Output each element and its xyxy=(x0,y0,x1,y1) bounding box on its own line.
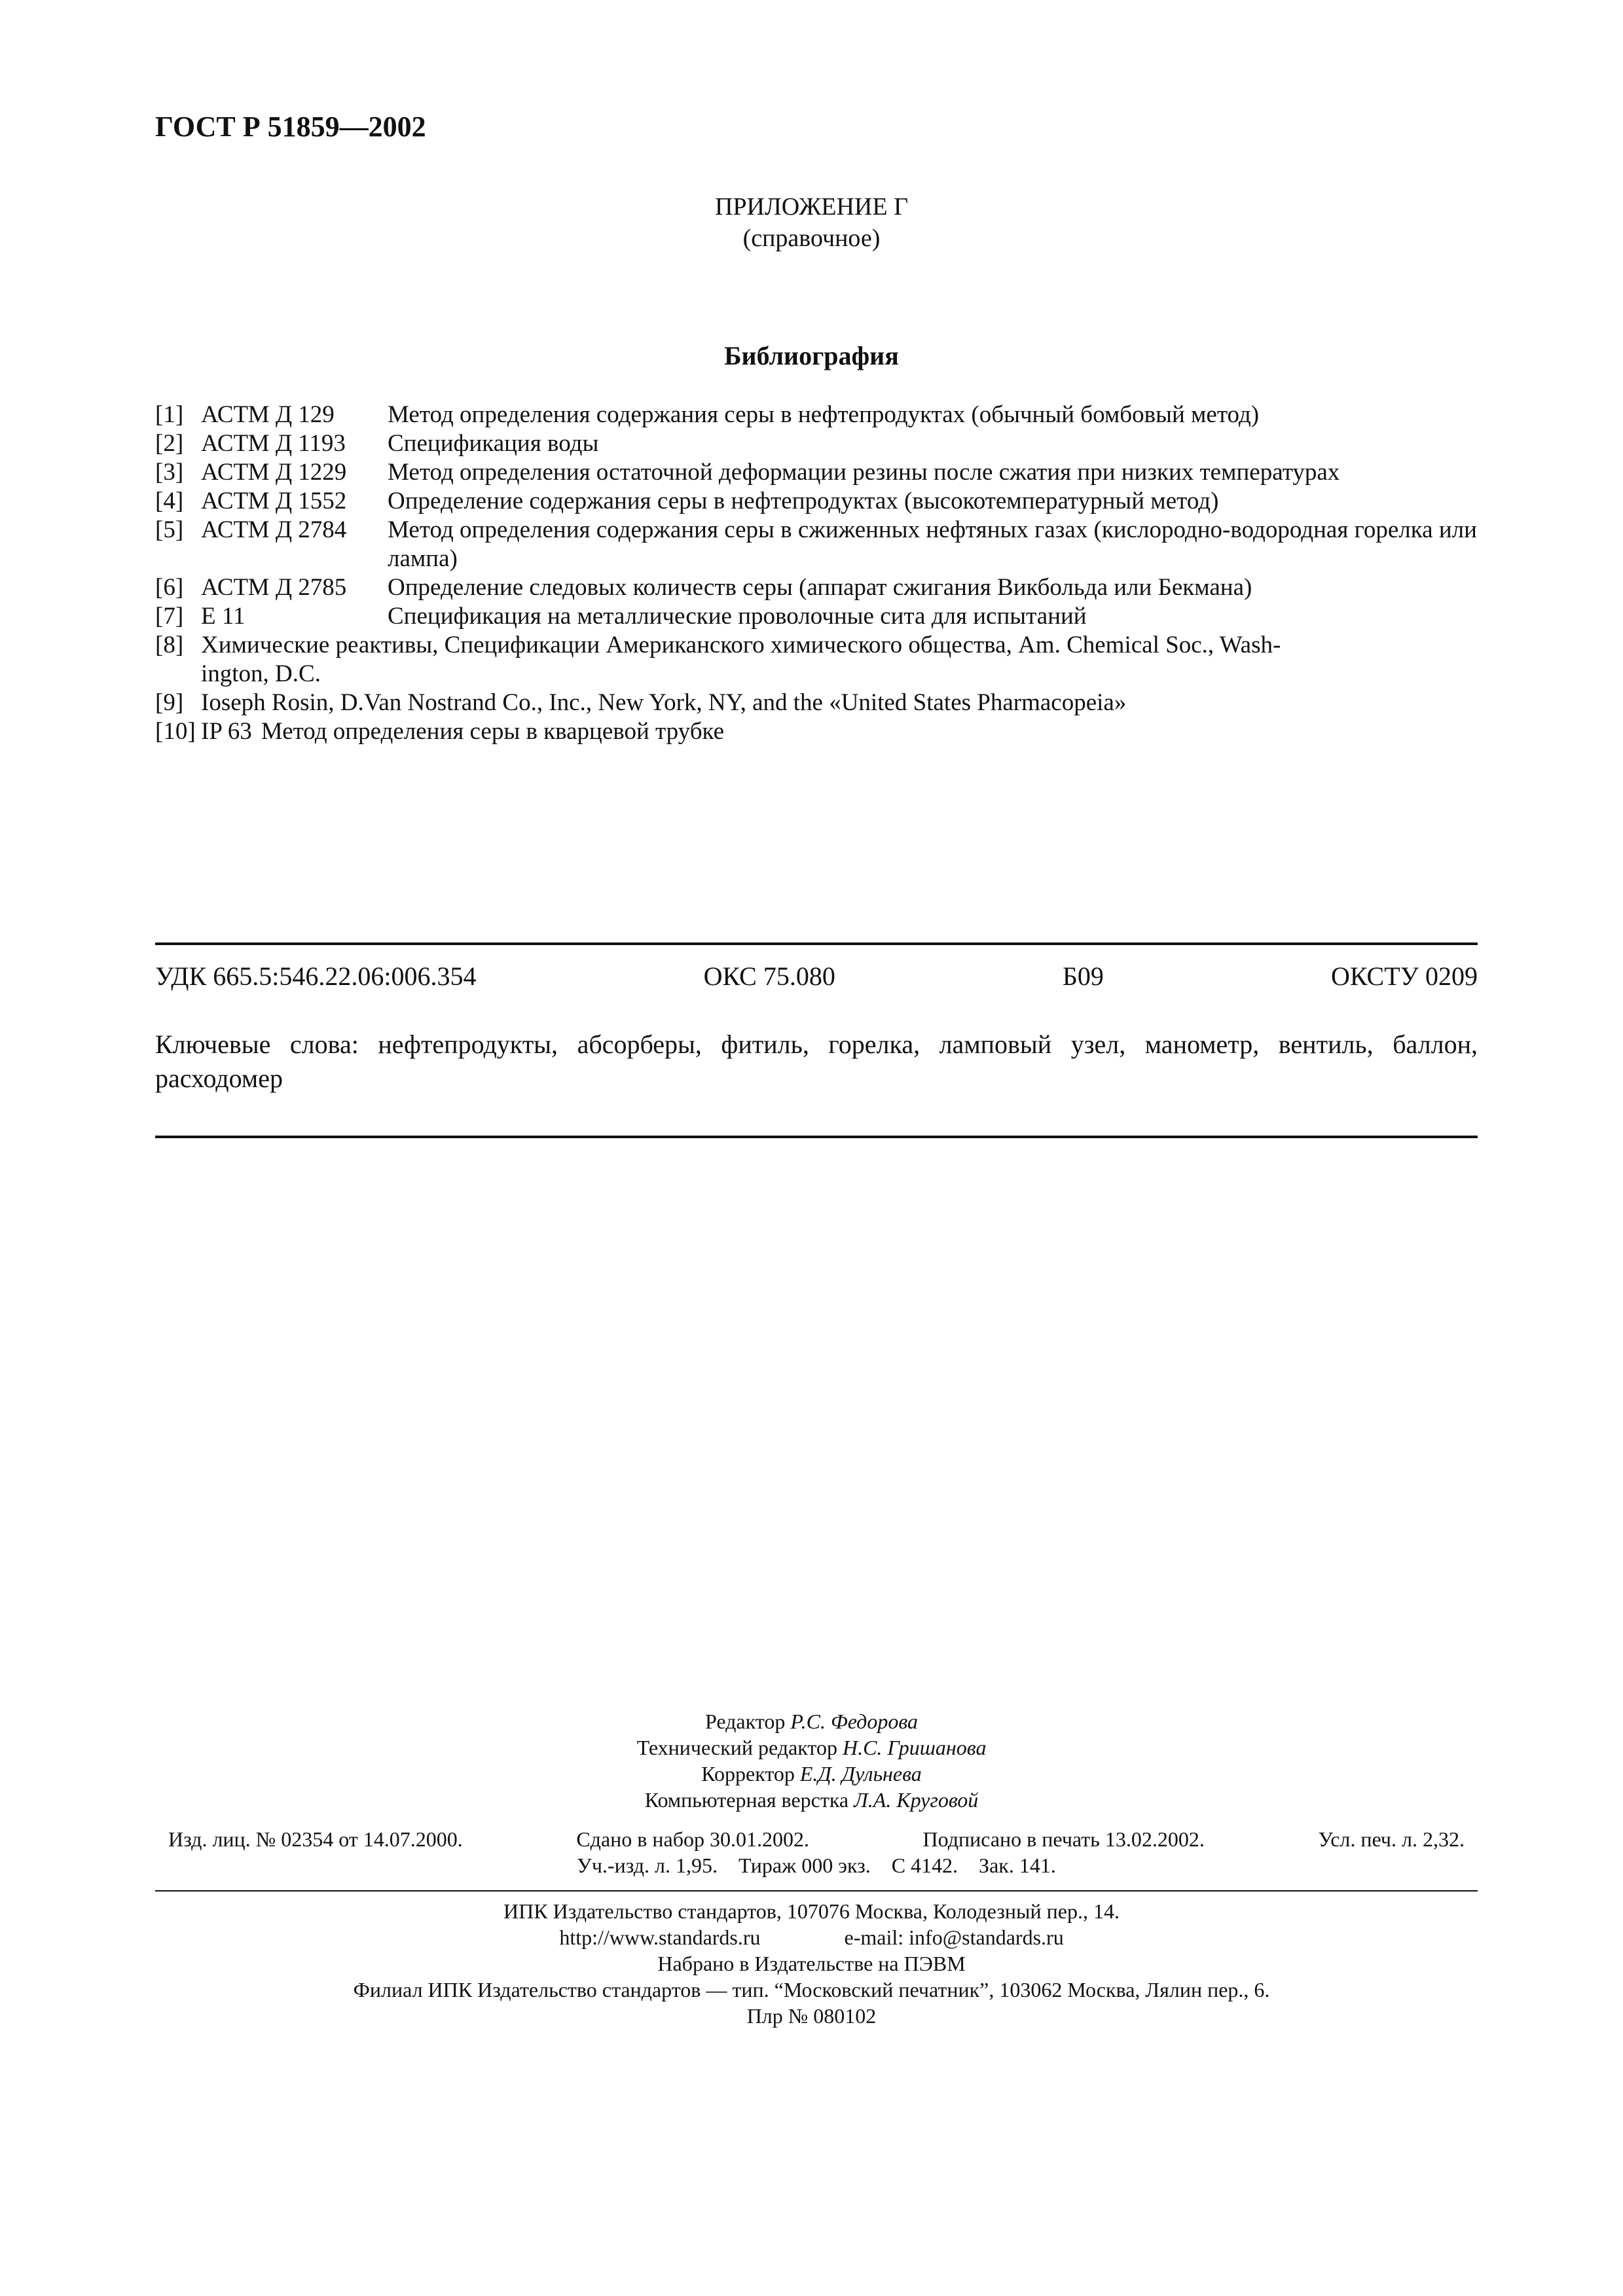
classification-row xyxy=(155,961,1478,992)
entry-number: [4] xyxy=(155,488,184,514)
credit-name: Р.С. Федорова xyxy=(790,1710,918,1733)
entry-code: АСТМ Д 1229 xyxy=(201,459,347,486)
b-code: Б09 xyxy=(1062,961,1104,991)
entry-title: Определение следовых количеств серы (аппарат сжигания Викбольда или Бекмана) xyxy=(388,574,1252,601)
entry-text xyxy=(201,631,1478,689)
entry-number: [6] xyxy=(155,574,184,601)
publisher-branch: Филиал ИПК Издательство стандартов — тип. “Московский печатник”, 103062 Москва, Лялин пер., 6. xyxy=(353,1978,1270,2001)
entry-title: Метод определения содержания серы в сжиженных нефтяных газах (кислородно-водородная горелка или лампа) xyxy=(388,516,1477,572)
entry-title: Метод определения серы в кварцевой трубке xyxy=(261,718,724,745)
entry-code: АСТМ Д 129 xyxy=(201,401,335,428)
entry-number: [10] xyxy=(155,718,196,745)
bibliography-heading: Библиография xyxy=(724,341,899,370)
credit-label: Технический редактор xyxy=(636,1736,837,1759)
credit-label: Компьютерная верстка xyxy=(644,1788,849,1812)
bibliography-entry xyxy=(155,573,1478,602)
publisher-typeset: Набрано в Издательстве на ПЭВМ xyxy=(657,1952,966,1975)
entry-code: АСТМ Д 1193 xyxy=(201,430,346,457)
bottom-divider xyxy=(155,1136,1478,1138)
bibliography-entry xyxy=(155,487,1478,516)
entry-code: Е 11 xyxy=(201,603,246,630)
bibliography-list xyxy=(155,401,1478,746)
bibliography-entry xyxy=(155,717,1478,746)
bibliography-entry xyxy=(155,602,1478,631)
imprint-row xyxy=(155,1826,1478,1852)
entry-title: Спецификация воды xyxy=(388,430,599,457)
credits xyxy=(0,1708,1623,1813)
appendix-subtitle: (справочное) xyxy=(742,224,881,252)
entry-number: [3] xyxy=(155,459,184,486)
entry-number: [1] xyxy=(155,401,184,428)
bibliography-entry xyxy=(155,516,1478,573)
appendix-heading xyxy=(0,191,1623,254)
credit-label: Редактор xyxy=(704,1710,786,1733)
credit-label: Корректор xyxy=(701,1762,795,1785)
entry-text-line: ington, D.C. xyxy=(201,660,321,687)
publisher-license: Плр № 080102 xyxy=(746,2004,877,2028)
credit-editor xyxy=(0,1708,1623,1734)
entry-title: Метод определения содержания серы в нефтепродуктах (обычный бомбовый метод) xyxy=(388,401,1260,428)
entry-number: [9] xyxy=(155,689,184,716)
entry-text: Ioseph Rosin, D.Van Nostrand Co., Inc., New York, NY, and the «United States Pharmacopeia» xyxy=(201,689,1127,716)
entry-number: [7] xyxy=(155,603,184,630)
imprint xyxy=(155,1826,1478,1878)
entry-number: [8] xyxy=(155,632,184,658)
entry-title: Определение содержания серы в нефтепродуктах (высокотемпературный метод) xyxy=(388,488,1219,514)
entry-number: [5] xyxy=(155,516,184,543)
imprint-row-2: Уч.-изд. л. 1,95. Тираж 000 экз. С 4142. Зак. 141. xyxy=(577,1854,1056,1877)
imprint-license: Изд. лиц. № 02354 от 14.07.2000. xyxy=(168,1827,463,1851)
entry-code: IP 63 xyxy=(201,718,252,745)
keywords: Ключевые слова: нефтепродукты, абсорберы, фитиль, горелка, ламповый узел, манометр, вентиль, баллон, расходомер xyxy=(155,1030,1478,1093)
top-divider xyxy=(155,942,1478,945)
credit-layout xyxy=(0,1787,1623,1813)
bibliography-entry xyxy=(155,401,1478,429)
imprint-divider xyxy=(155,1890,1478,1892)
entry-code: АСТМ Д 2784 xyxy=(201,516,347,543)
oks-code: ОКС 75.080 xyxy=(703,961,835,991)
entry-text-line: Химические реактивы, Спецификации Американского химического общества, Am. Chemical Soc., Wash- xyxy=(201,632,1281,658)
bibliography-entry xyxy=(155,458,1478,487)
entry-number: [2] xyxy=(155,430,184,457)
publisher-address: ИПК Издательство стандартов, 107076 Москва, Колодезный пер., 14. xyxy=(503,1899,1120,1923)
okstu-code: ОКСТУ 0209 xyxy=(1330,961,1478,991)
appendix-title: ПРИЛОЖЕНИЕ Г xyxy=(714,193,909,221)
publisher-info xyxy=(0,1898,1623,2029)
entry-title: Метод определения остаточной деформации резины после сжатия при низких температурах xyxy=(388,459,1340,486)
bibliography-entry xyxy=(155,429,1478,458)
publisher-email[interactable]: e-mail: info@standards.ru xyxy=(844,1926,1064,1949)
entry-title: Спецификация на металлические проволочные сита для испытаний xyxy=(388,603,1087,630)
publisher-website[interactable]: http://www.standards.ru xyxy=(559,1926,761,1949)
imprint-print-sheets: Усл. печ. л. 2,32. xyxy=(1318,1827,1465,1851)
entry-code: АСТМ Д 1552 xyxy=(201,488,347,514)
document-code: ГОСТ Р 51859—2002 xyxy=(155,111,426,143)
entry-code: АСТМ Д 2785 xyxy=(201,574,347,601)
publisher-web xyxy=(0,1924,1623,1950)
credit-name: Л.А. Круговой xyxy=(854,1788,979,1812)
udk-code: УДК 665.5:546.22.06:006.354 xyxy=(155,961,477,991)
credit-name: Н.С. Гришанова xyxy=(842,1736,987,1759)
imprint-sent: Сдано в набор 30.01.2002. xyxy=(576,1827,809,1851)
credit-name: Е.Д. Дульнева xyxy=(799,1762,922,1785)
imprint-signed: Подписано в печать 13.02.2002. xyxy=(922,1827,1205,1851)
bibliography-entry xyxy=(155,689,1478,717)
bibliography-entry xyxy=(155,631,1478,689)
credit-corrector xyxy=(0,1761,1623,1787)
credit-tech-editor xyxy=(0,1734,1623,1761)
